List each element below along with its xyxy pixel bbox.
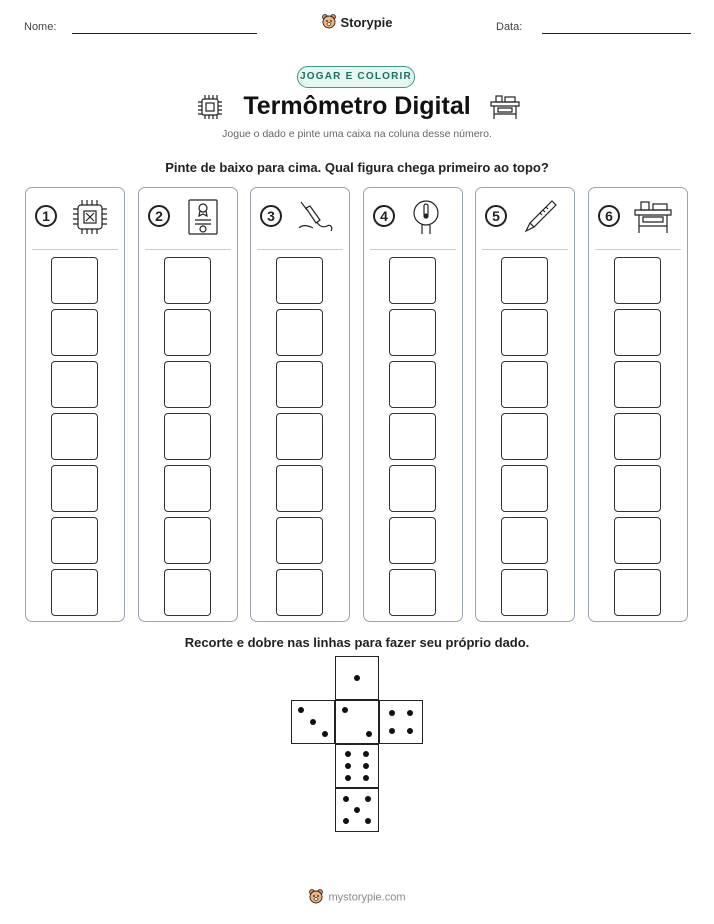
pip <box>342 707 348 713</box>
column-number: 4 <box>373 205 395 227</box>
color-box[interactable] <box>164 361 211 408</box>
column-number: 6 <box>598 205 620 227</box>
color-box[interactable] <box>614 569 661 616</box>
die-face-4 <box>379 700 423 744</box>
color-box[interactable] <box>389 413 436 460</box>
pip <box>365 818 371 824</box>
color-box[interactable] <box>164 465 211 512</box>
color-box[interactable] <box>51 361 98 408</box>
column-divider <box>370 249 456 250</box>
pip <box>363 775 369 781</box>
soldering-iron-icon <box>293 198 337 236</box>
footer-url[interactable]: mystorypie.com <box>328 891 406 904</box>
die-face-3 <box>291 700 335 744</box>
color-box[interactable] <box>164 413 211 460</box>
pip <box>345 775 351 781</box>
color-box[interactable] <box>389 569 436 616</box>
color-box[interactable] <box>51 257 98 304</box>
color-box[interactable] <box>164 569 211 616</box>
instruction-top: Pinte de baixo para cima. Qual figura chega primeiro ao topo? <box>165 160 549 175</box>
die-face-1 <box>335 656 379 700</box>
pip <box>354 675 360 681</box>
date-line[interactable] <box>542 33 691 34</box>
die-face-2 <box>335 700 379 744</box>
column-divider <box>257 249 343 250</box>
column-1 <box>25 187 125 622</box>
column-number: 1 <box>35 205 57 227</box>
pip <box>354 807 360 813</box>
color-box[interactable] <box>51 569 98 616</box>
color-box[interactable] <box>614 361 661 408</box>
column-4 <box>363 187 463 622</box>
game-badge: JOGAR E COLORIR <box>297 66 415 88</box>
pip <box>366 731 372 737</box>
pip <box>389 710 395 716</box>
microchip-icon <box>68 198 112 236</box>
column-2 <box>138 187 238 622</box>
bear-logo-icon <box>308 888 324 907</box>
date-label: Data: <box>496 21 523 33</box>
subtitle: Jogue o dado e pinte uma caixa na coluna desse número. <box>222 128 492 140</box>
pip <box>310 719 316 725</box>
color-box[interactable] <box>389 309 436 356</box>
column-divider <box>482 249 568 250</box>
name-label: Nome: <box>24 21 57 33</box>
pip <box>363 751 369 757</box>
color-box[interactable] <box>276 309 323 356</box>
color-box[interactable] <box>276 465 323 512</box>
color-box[interactable] <box>614 517 661 564</box>
pip <box>322 731 328 737</box>
color-box[interactable] <box>389 257 436 304</box>
thermostat-icon <box>406 198 450 236</box>
column-number: 2 <box>148 205 170 227</box>
column-number: 5 <box>485 205 507 227</box>
brand <box>0 13 714 32</box>
color-box[interactable] <box>389 465 436 512</box>
color-box[interactable] <box>276 257 323 304</box>
color-box[interactable] <box>276 569 323 616</box>
die-net <box>291 656 425 836</box>
bear-logo-icon <box>321 13 337 32</box>
certificate-icon <box>181 198 225 236</box>
die-face-5 <box>335 788 379 832</box>
page-title: Termômetro Digital <box>243 92 471 120</box>
column-6 <box>588 187 688 622</box>
column-divider <box>595 249 681 250</box>
color-box[interactable] <box>614 309 661 356</box>
color-box[interactable] <box>389 517 436 564</box>
color-box[interactable] <box>614 413 661 460</box>
color-box[interactable] <box>164 257 211 304</box>
color-box[interactable] <box>501 517 548 564</box>
column-divider <box>32 249 118 250</box>
column-5 <box>475 187 575 622</box>
color-box[interactable] <box>276 517 323 564</box>
color-box[interactable] <box>501 257 548 304</box>
color-box[interactable] <box>51 517 98 564</box>
brand-name: Storypie <box>340 15 393 30</box>
workbench-icon <box>488 92 522 127</box>
footer <box>0 888 714 907</box>
instruction-bottom: Recorte e dobre nas linhas para fazer seu próprio dado. <box>184 635 530 650</box>
color-box[interactable] <box>51 413 98 460</box>
color-box[interactable] <box>501 465 548 512</box>
color-box[interactable] <box>501 361 548 408</box>
pip <box>407 710 413 716</box>
column-divider <box>145 249 231 250</box>
color-box[interactable] <box>164 517 211 564</box>
column-3 <box>250 187 350 622</box>
color-box[interactable] <box>276 413 323 460</box>
pip <box>298 707 304 713</box>
color-box[interactable] <box>501 569 548 616</box>
color-box[interactable] <box>501 413 548 460</box>
color-box[interactable] <box>51 309 98 356</box>
workbench-icon <box>631 198 675 236</box>
column-number: 3 <box>260 205 282 227</box>
pip <box>365 796 371 802</box>
pip <box>343 796 349 802</box>
pip <box>363 763 369 769</box>
color-box[interactable] <box>614 257 661 304</box>
color-box[interactable] <box>51 465 98 512</box>
pip <box>389 728 395 734</box>
name-line[interactable] <box>72 33 257 34</box>
thermometer-icon <box>518 198 562 236</box>
color-box[interactable] <box>389 361 436 408</box>
die-face-6 <box>335 744 379 788</box>
pip <box>345 763 351 769</box>
color-box[interactable] <box>501 309 548 356</box>
color-box[interactable] <box>614 465 661 512</box>
pip <box>407 728 413 734</box>
pip <box>345 751 351 757</box>
color-box[interactable] <box>276 361 323 408</box>
pip <box>343 818 349 824</box>
color-box[interactable] <box>164 309 211 356</box>
